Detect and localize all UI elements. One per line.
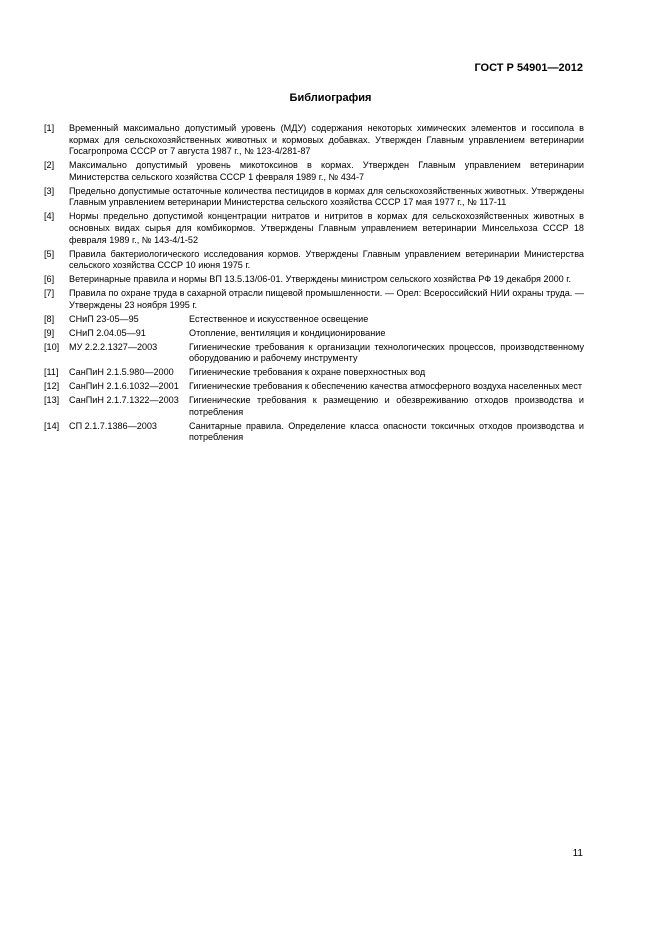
reference-text: Нормы предельно допустимой концентрации нитратов и нитритов в кормах для сельскохозяйственных животных в основных видах сырья для комбикормов. Утверждены Главным управлением ветеринарии Минсельхоза СССР 18 февраля 1989 г., № 143-4/1-52 — [69, 211, 584, 245]
code-reference-item — [44, 328, 584, 340]
reference-number: [7] — [44, 288, 55, 299]
reference-code: МУ 2.2.2.1327—2003 — [69, 341, 158, 352]
reference-number: [2] — [44, 160, 55, 171]
reference-number: [13] — [44, 395, 60, 406]
reference-text: Гигиенические требования к охране поверхностных вод — [189, 367, 426, 378]
reference-number: [3] — [44, 185, 55, 196]
code-reference-item — [44, 314, 584, 326]
reference-text: Максимально допустимый уровень микотоксинов в кормах. Утвержден Главным управлением ветеринарии Министерства сельского хозяйства СССР 1 февраля 1989 г., № 434-7 — [69, 160, 584, 182]
reference-text: Правила бактериологического исследования кормов. Утверждены Главным управлением ветеринарии Министерства сельского хозяйства СССР 10 июня 1975 г. — [69, 248, 584, 271]
reference-number: [10] — [44, 341, 60, 352]
reference-number: [12] — [44, 381, 60, 392]
reference-text: Ветеринарные правила и нормы ВП 13.5.13/06-01. Утверждены министром сельского хозяйства РФ 19 декабря 2000 г. — [69, 274, 571, 285]
reference-text: Естественное и искусственное освещение — [189, 313, 369, 324]
reference-item — [44, 288, 584, 311]
reference-code: СанПиН 2.1.7.1322—2003 — [69, 395, 179, 406]
reference-code: СНиП 23-05—95 — [69, 313, 139, 324]
document-code: ГОСТ Р 54901—2012 — [474, 62, 583, 74]
reference-number: [8] — [44, 313, 55, 324]
reference-code: СанПиН 2.1.6.1032—2001 — [69, 381, 179, 392]
code-reference-item — [44, 367, 584, 379]
reference-number: [14] — [44, 420, 60, 431]
reference-text: Санитарные правила. Определение класса опасности токсичных отходов производства и потребления — [189, 420, 584, 443]
reference-text: Правила по охране труда в сахарной отрасли пищевой промышленности. — Орел: Всероссийский НИИ охраны труда. — Утверждены 23 ноября 1995 г. — [69, 288, 584, 310]
reference-code: СП 2.1.7.1386—2003 — [69, 420, 157, 431]
reference-text: Гигиенические требования к размещению и обезвреживанию отходов производства и потребления — [189, 395, 584, 417]
reference-item — [44, 160, 584, 183]
reference-code: СНиП 2.04.05—91 — [69, 327, 146, 338]
bibliography-title: Библиография — [289, 92, 372, 104]
reference-code: СанПиН 2.1.5.980—2000 — [69, 367, 174, 378]
reference-text: Гигиенические требования к обеспечению качества атмосферного воздуха населенных мест — [189, 381, 583, 392]
code-reference-item — [44, 342, 584, 365]
reference-number: [9] — [44, 327, 55, 338]
code-reference-item — [44, 395, 584, 418]
bibliography-list — [44, 123, 584, 446]
reference-text: Предельно допустимые остаточные количества пестицидов в кормах для сельскохозяйственных животных. Утверждены Главным управлением ветеринарии Министерства сельского хозяйства СССР 17 мая 1977 г., № 117-11 — [69, 185, 584, 208]
reference-number: [5] — [44, 248, 55, 259]
reference-number: [6] — [44, 274, 55, 285]
reference-text: Отопление, вентиляция и кондиционирование — [189, 327, 386, 338]
reference-number: [1] — [44, 123, 55, 133]
code-reference-item — [44, 421, 584, 444]
reference-text: Гигиенические требования к организации технологических процессов, производственному оборудованию и рабочему инструменту — [189, 341, 584, 364]
reference-number: [4] — [44, 211, 55, 222]
reference-text: Временный максимально допустимый уровень (МДУ) содержания некоторых химических элементов и госсипола в кормах для сельскохозяйственных животных и кормовых добавках. Утвержден Главным управлением ветеринарии Госагропрома СССР от 7 августа 1987 г., № 123-4/281-87 — [69, 123, 584, 157]
code-reference-item — [44, 381, 584, 393]
reference-item — [44, 274, 584, 286]
reference-item — [44, 249, 584, 272]
page-number: 11 — [572, 848, 583, 859]
reference-item — [44, 211, 584, 246]
reference-item — [44, 186, 584, 209]
reference-item — [44, 123, 584, 158]
reference-number: [11] — [44, 367, 59, 378]
